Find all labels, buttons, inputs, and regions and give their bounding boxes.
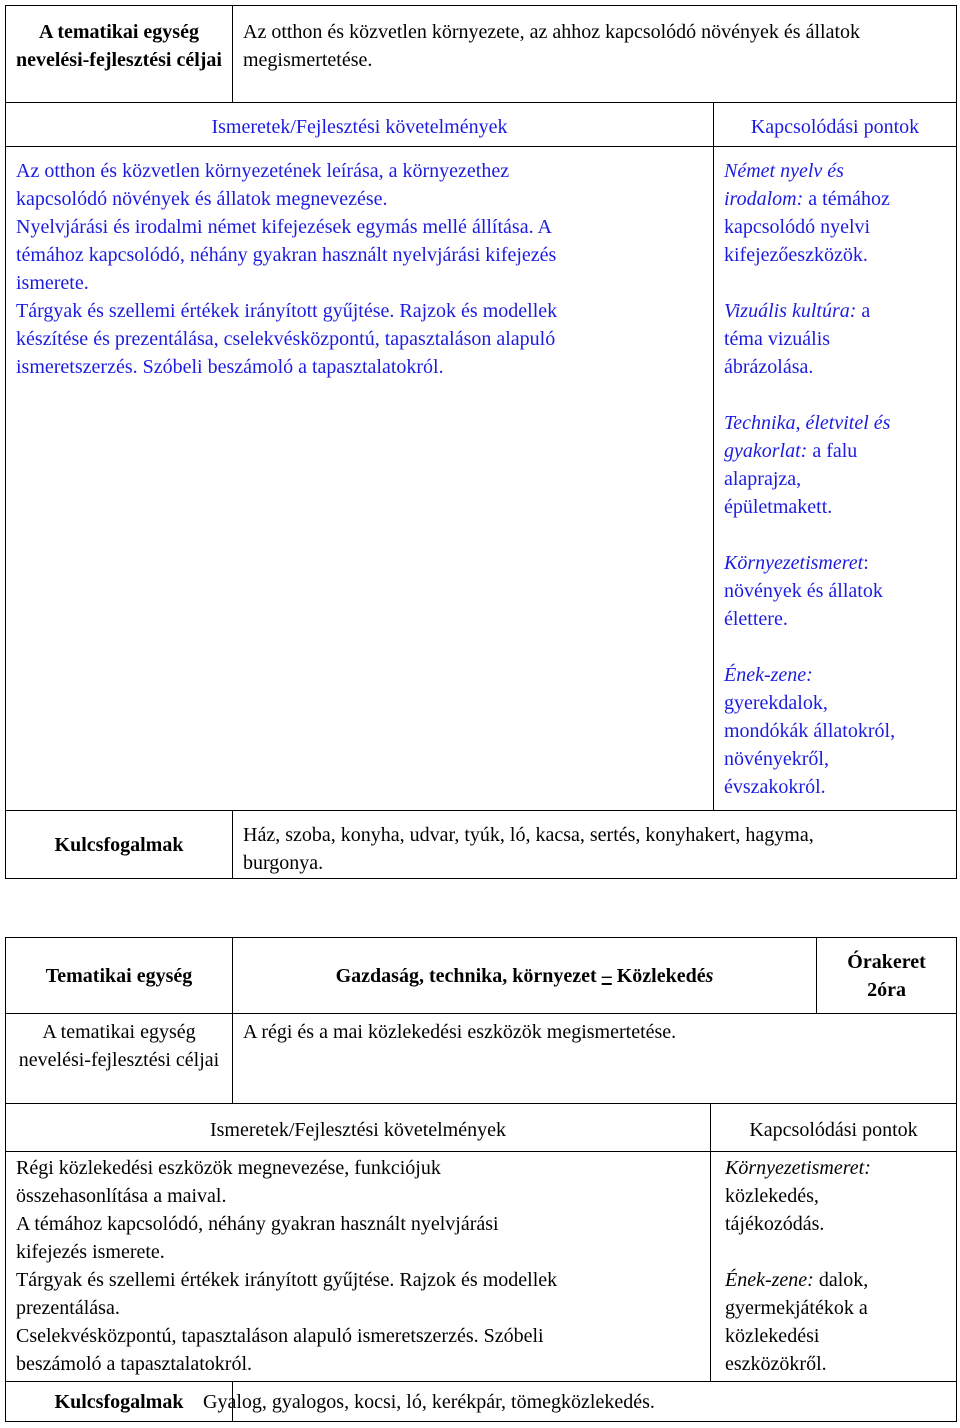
link-text: alaprajza, — [724, 468, 802, 490]
link-text: dalok, — [813, 1269, 869, 1291]
keywords-label: Kulcsfogalmak — [6, 811, 233, 879]
link-text: növényekről, — [724, 748, 829, 770]
link-music — [725, 1266, 950, 1378]
keywords-text — [233, 811, 957, 879]
knowledge-line: Cselekvésközpontú, tapasztaláson alapuló ismeretszerzés. Szóbeli — [16, 1325, 544, 1347]
link-text: tájékozódás. — [725, 1213, 825, 1235]
link-text: : — [863, 552, 869, 574]
knowledge-header: Ismeretek/Fejlesztési követelmények — [6, 103, 714, 147]
link-subject: Ének-zene: — [724, 664, 813, 686]
knowledge-line: prezentálása. — [16, 1297, 120, 1319]
knowledge-line: kapcsolódó növények és állatok megnevezése. — [16, 188, 388, 210]
link-subject: Ének-zene: — [725, 1269, 814, 1291]
knowledge-line: Régi közlekedési eszközök megnevezése, funkciójuk — [16, 1157, 441, 1179]
link-visual-culture — [724, 297, 950, 381]
link-german — [724, 157, 950, 269]
link-text: a — [856, 300, 871, 322]
unit-title: Gazdaság, technika, környezet – Közlekedés — [233, 938, 817, 1014]
link-text: téma vizuális — [724, 328, 831, 350]
knowledge-content — [6, 147, 714, 811]
knowledge-line: készítése és prezentálása, cselekvésközpontú, tapasztaláson alapuló — [16, 328, 556, 350]
link-subject: Technika, életvitel és — [724, 412, 891, 434]
link-text: közlekedési — [725, 1325, 820, 1347]
link-text: gyerekdalok, — [724, 692, 828, 714]
link-subject: irodalom: — [724, 188, 804, 210]
hours-box — [817, 938, 957, 1014]
link-text: évszakokról. — [724, 776, 826, 798]
knowledge-line: ismeretszerzés. Szóbeli beszámoló a tapasztalatokról. — [16, 356, 444, 378]
link-text: növények és állatok — [724, 580, 883, 602]
knowledge-line: Az otthon és közvetlen környezetének leírása, a környezethez — [16, 160, 510, 182]
links-content — [711, 1152, 957, 1382]
keywords-text: Gyalog, gyalogos, kocsi, ló, kerékpár, tömegközlekedés. — [233, 1382, 957, 1422]
link-subject: gyakorlat: — [724, 440, 808, 462]
knowledge-line: A témához kapcsolódó, néhány gyakran használt nyelvjárási — [16, 1213, 499, 1235]
topic-table-1 — [5, 5, 957, 879]
link-subject: Környezetismeret: — [725, 1157, 871, 1179]
keywords-line: burgonya. — [243, 852, 324, 874]
link-subject: Környezetismeret — [724, 552, 864, 574]
link-text: kifejezőeszközök. — [724, 244, 868, 266]
goals-label: A tematikai egység nevelési-fejlesztési céljai — [6, 6, 233, 103]
hours-value: 2óra — [867, 979, 906, 1001]
link-environment — [725, 1154, 950, 1238]
knowledge-line: Tárgyak és szellemi értékek irányított gyűjtése. Rajzok és modellek — [16, 300, 558, 322]
link-music — [724, 661, 950, 801]
link-text: közlekedés, — [725, 1185, 819, 1207]
link-text: ábrázolása. — [724, 356, 814, 378]
keywords-label: Kulcsfogalmak — [6, 1382, 233, 1422]
keywords-line: Ház, szoba, konyha, udvar, tyúk, ló, kacsa, sertés, konyhakert, hagyma, — [243, 824, 814, 846]
topic-table-2 — [5, 937, 957, 1422]
link-text: mondókák állatokról, — [724, 720, 896, 742]
links-content — [714, 147, 957, 811]
knowledge-line: Nyelvjárási és irodalmi német kifejezések egymás mellé állítása. A — [16, 216, 552, 238]
link-subject: Német nyelv és — [724, 160, 844, 182]
goals-text: Az otthon és közvetlen környezete, az ahhoz kapcsolódó növények és állatok megismertetése. — [233, 6, 957, 103]
goals-text: A régi és a mai közlekedési eszközök megismertetése. — [233, 1014, 957, 1104]
hours-label: Órakeret — [847, 951, 926, 973]
link-text: élettere. — [724, 608, 788, 630]
unit-label: Tematikai egység — [6, 938, 233, 1014]
links-header: Kapcsolódási pontok — [714, 103, 957, 147]
knowledge-line: témához kapcsolódó, néhány gyakran használt nyelvjárási kifejezés — [16, 244, 557, 266]
link-technology — [724, 409, 950, 521]
knowledge-line: ismerete. — [16, 272, 89, 294]
link-environment — [724, 549, 950, 633]
link-text: épületmakett. — [724, 496, 833, 518]
knowledge-line: Tárgyak és szellemi értékek irányított gyűjtése. Rajzok és modellek — [16, 1269, 558, 1291]
knowledge-content — [6, 1152, 711, 1382]
knowledge-header: Ismeretek/Fejlesztési követelmények — [6, 1104, 711, 1152]
link-text: eszközökről. — [725, 1353, 827, 1375]
link-text: kapcsolódó nyelvi — [724, 216, 871, 238]
link-text: a falu — [807, 440, 858, 462]
links-header: Kapcsolódási pontok — [711, 1104, 957, 1152]
knowledge-line: összehasonlítása a maival. — [16, 1185, 227, 1207]
goals-label: A tematikai egység nevelési-fejlesztési céljai — [6, 1014, 233, 1104]
link-text: gyermekjátékok a — [725, 1297, 868, 1319]
link-text: a témához — [803, 188, 890, 210]
link-subject: Vizuális kultúra: — [724, 300, 857, 322]
knowledge-line: beszámoló a tapasztalatokról. — [16, 1353, 253, 1375]
knowledge-line: kifejezés ismerete. — [16, 1241, 165, 1263]
